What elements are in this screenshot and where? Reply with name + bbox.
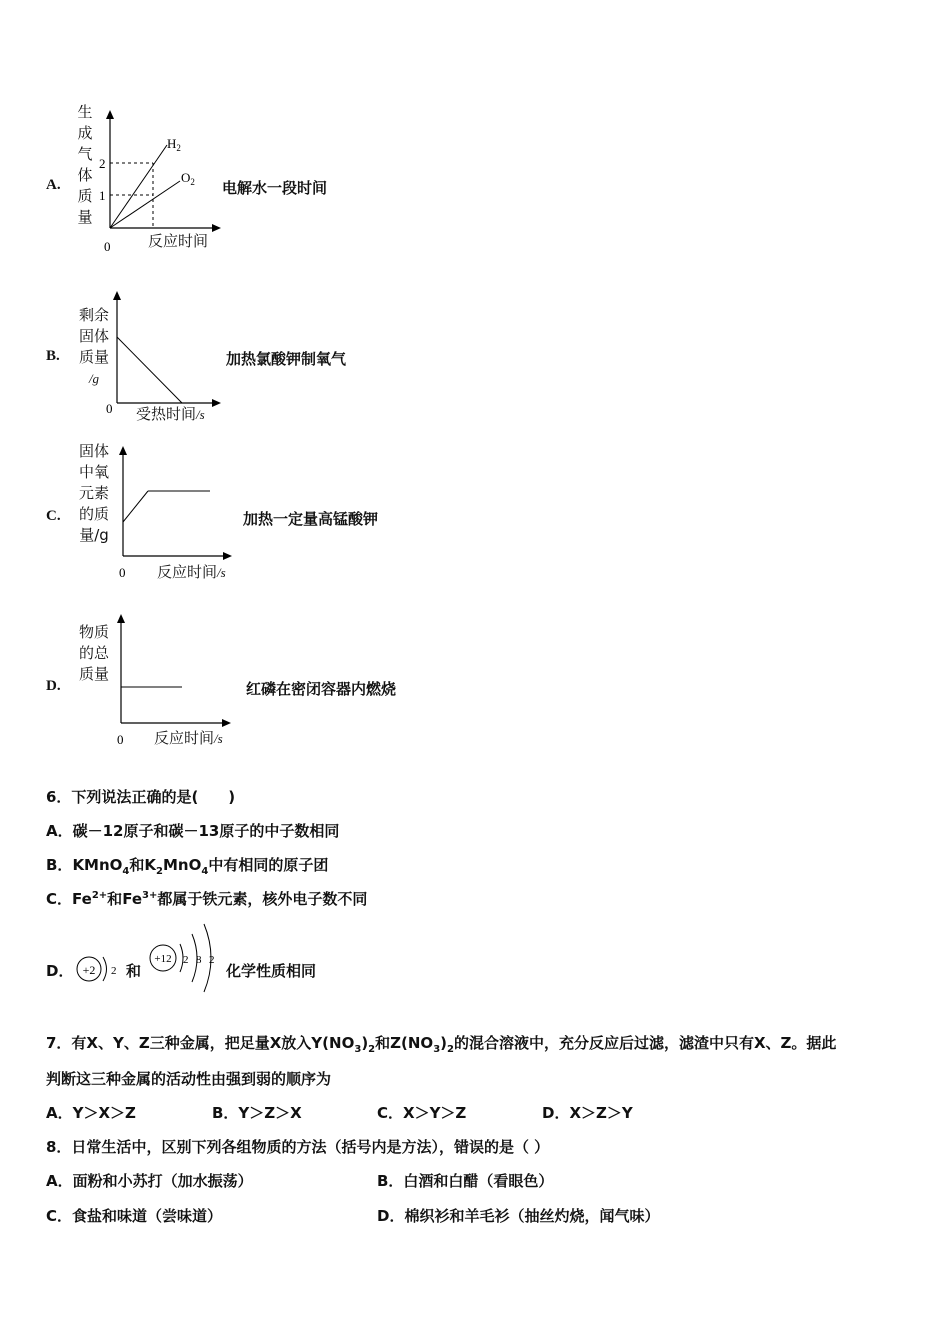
helium-nucleus-charge: +2 — [82, 963, 96, 977]
graph-a-xlabel: 反应时间 — [148, 232, 209, 250]
graph-c-y-arrow — [119, 446, 127, 455]
magnesium-shell-2-count: 8 — [196, 954, 202, 966]
option-c-label: C. — [46, 508, 61, 524]
graph-d-caption: 红磷在密闭容器内燃烧 — [246, 680, 397, 698]
magnesium-shell-3-count: 2 — [209, 954, 215, 966]
q6-stem: 6．下列说法正确的是( ) — [46, 788, 236, 806]
helium-atom-diagram — [70, 944, 126, 994]
graph-a-h2-line — [110, 145, 167, 228]
graph-c-rise — [123, 491, 148, 522]
q8-option-d: D．棉织衫和羊毛衫（抽丝灼烧，闻气味） — [377, 1207, 660, 1225]
q7-option-b: B．Y＞Z＞X — [212, 1104, 302, 1122]
graph-d-origin: 0 — [117, 732, 124, 747]
graph-c-origin: 0 — [119, 565, 126, 580]
graph-a-h2-label: $H_2$ — [167, 136, 181, 153]
graph-a-y-arrow — [106, 110, 114, 119]
q7-stem-line2: 判断这三种金属的活动性由强到弱的顺序为 — [46, 1070, 332, 1088]
graph-a-ylabel: 生 成 气 体 质 量 — [77, 103, 93, 226]
graph-c-caption: 加热一定量高锰酸钾 — [243, 510, 379, 528]
graph-b-line — [117, 337, 182, 403]
graph-a-tick-1: 1 — [99, 188, 106, 203]
graph-b-x-arrow — [212, 399, 221, 407]
graph-b-y-arrow — [113, 291, 121, 300]
option-b-label: B. — [46, 348, 60, 364]
graph-c-ylabel: 固体 中氧 元素 的质 量/g — [79, 442, 110, 544]
option-a-label: A. — [46, 177, 61, 193]
graph-b-caption: 加热氯酸钾制氧气 — [226, 350, 347, 368]
graph-a-o2-line — [110, 181, 180, 228]
graph-d-xlabel: 反应时间/s — [154, 729, 223, 747]
graph-a-caption: 电解水一段时间 — [222, 179, 328, 197]
q7-stem-line1: 7．有X、Y、Z三种金属，把足量X放入$Y(NO_3)_2$和$Z(NO_3)_2$的混合溶液中，充分反应后过滤，滤渣中只有X、Z。据此 — [46, 1034, 837, 1055]
q6-d-and: 和 — [126, 962, 142, 980]
q8-option-a: A．面粉和小苏打（加水振荡） — [46, 1172, 253, 1190]
q6-option-c: C．$Fe^{2+}$和$Fe^{3+}$都属于铁元素，核外电子数不同 — [46, 890, 368, 908]
helium-shell-1 — [103, 957, 107, 981]
magnesium-nucleus-charge: +12 — [154, 953, 172, 965]
q7-option-a: A．Y＞X＞Z — [46, 1104, 136, 1122]
q8-option-c: C．食盐和味道（尝味道） — [46, 1207, 223, 1225]
q6-option-d-label: D． — [46, 962, 74, 980]
magnesium-shell-1-count: 2 — [183, 954, 189, 966]
q8-stem: 8．日常生活中，区别下列各组物质的方法（括号内是方法），错误的是（ ） — [46, 1138, 550, 1156]
option-d-label: D. — [46, 678, 61, 694]
graph-d-y-arrow — [117, 614, 125, 623]
graph-a-origin: 0 — [104, 239, 111, 254]
graph-b-origin: 0 — [106, 401, 113, 416]
q6-option-b: B．KMnO$_4$和$K_2MnO_4$中有相同的原子团 — [46, 856, 329, 877]
graph-b-xlabel: 受热时间/s — [136, 405, 205, 423]
graph-a-o2-label: $O_2$ — [181, 170, 195, 187]
q6-option-a: A．碳－12原子和碳－13原子的中子数相同 — [46, 822, 340, 840]
q7-option-d: D．X＞Z＞Y — [542, 1104, 633, 1122]
graph-c-xlabel: 反应时间/s — [157, 563, 226, 581]
graph-d-x-arrow — [222, 719, 231, 727]
helium-shell-1-count: 2 — [111, 965, 117, 977]
q6-option-d-text: 化学性质相同 — [226, 962, 317, 980]
graph-a-tick-2: 2 — [99, 156, 106, 171]
graph-a-x-arrow — [212, 224, 221, 232]
graph-c-x-arrow — [223, 552, 232, 560]
graph-b-ylabel: 剩余 固体 质量 /g — [79, 306, 110, 386]
q7-option-c: C．X＞Y＞Z — [377, 1104, 467, 1122]
graph-c — [100, 440, 240, 580]
magnesium-atom-diagram — [146, 918, 226, 998]
graph-d — [100, 608, 240, 748]
graph-d-ylabel: 物质 的总 质量 — [79, 623, 110, 683]
q8-option-b: B．白酒和白醋（看眼色） — [377, 1172, 554, 1190]
